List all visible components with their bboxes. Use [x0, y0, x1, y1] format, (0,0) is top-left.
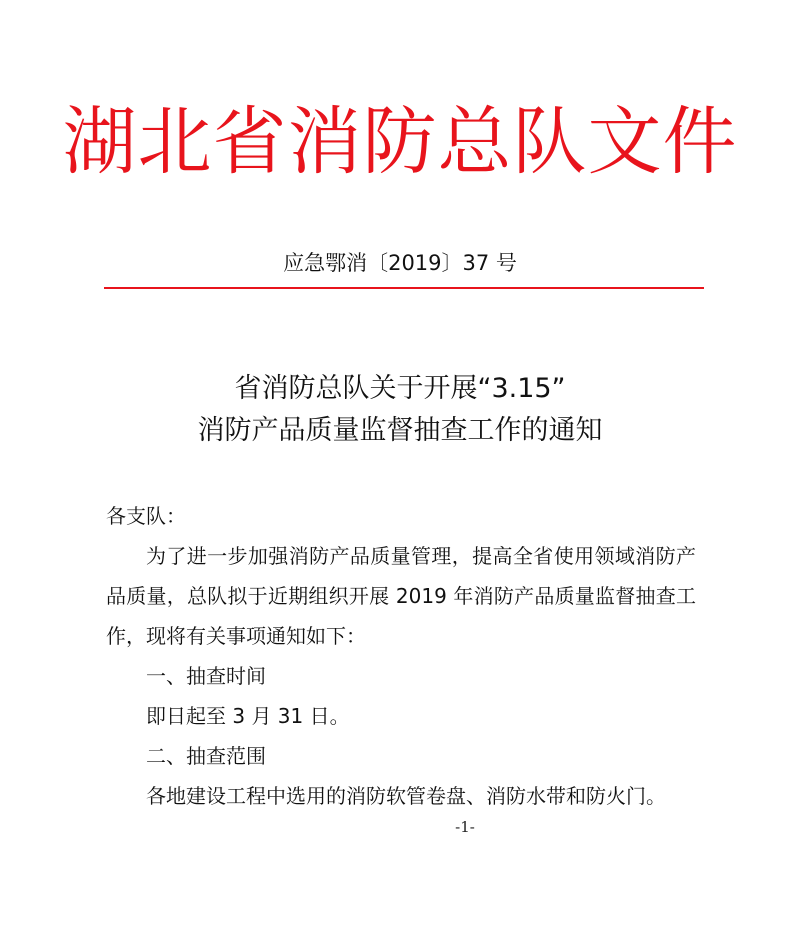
section-1-text: 即日起至 3 月 31 日。 — [146, 704, 350, 728]
document-title-line-1: 省消防总队关于开展“3.15” — [234, 373, 566, 404]
document-body — [106, 496, 696, 816]
salutation: 各支队： — [106, 504, 186, 528]
document-number: 应急鄂消〔2019〕37 号 — [283, 251, 517, 275]
document-title — [0, 368, 800, 452]
intro-paragraph: 为了进一步加强消防产品质量管理，提高全省使用领域消防产品质量，总队拟于近期组织开展 2019 年消防产品质量监督抽查工作，现将有关事项通知如下： — [106, 544, 696, 648]
document-masthead: 湖北省消防总队文件 — [62, 99, 738, 185]
section-1-heading: 一、抽查时间 — [146, 664, 266, 688]
section-2-text: 各地建设工程中选用的消防软管卷盘、消防水带和防火门。 — [146, 784, 666, 808]
document-title-line-2: 消防产品质量监督抽查工作的通知 — [197, 415, 603, 446]
page-number: -1- — [455, 818, 475, 836]
section-2-heading: 二、抽查范围 — [146, 744, 266, 768]
red-separator-line — [104, 287, 704, 289]
